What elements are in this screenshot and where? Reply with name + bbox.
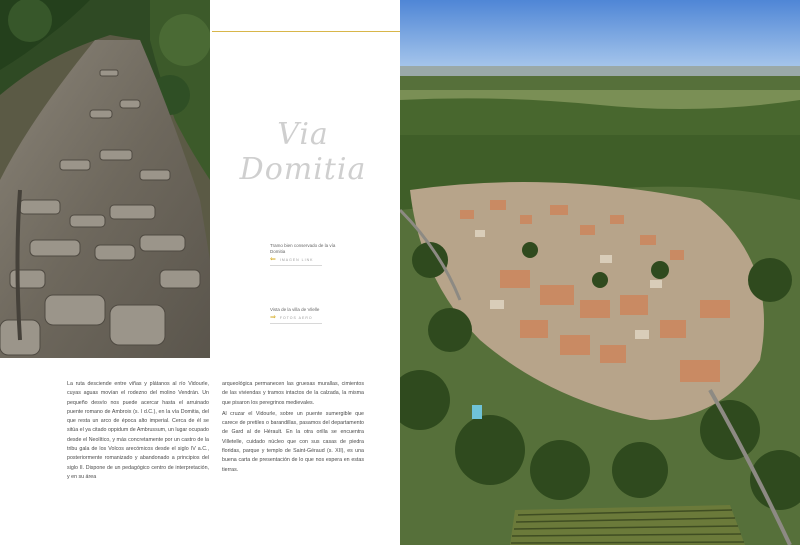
- paragraph: Al cruzar el Vidourle, sobre un puente sumergible que carece de pretiles o barandillas, pasamos del departamento de Gard al de Hérault. En la otra orilla se encuentra Villetelle, cuidado núcleo que con sus casas de piedra floridas, parque y templo de Saint-Géraud (s. XII), es una buena carta de presentación de lo que nos espera en estas tierras.: [222, 410, 364, 473]
- caption-text: Vista de la villa de Vilelle: [270, 307, 320, 312]
- caption-rule: [270, 323, 322, 324]
- accent-rule: [212, 31, 400, 32]
- page-title: [228, 118, 378, 188]
- arrow-left-icon: ⇐: [270, 256, 276, 263]
- caption-aerial: [270, 307, 350, 324]
- title-line-2: Domitia: [239, 152, 367, 187]
- paragraph: La ruta desciende entre viñas y plátanos al río Vidourle, cuyas aguas movían el rodezno del molino Vendrán. Un pequeño desvío nos puede acercar hasta el arruinado puente romano de Ambroix (s. I d.C.), en la vía Domitia, del que resta un arco de época alto imperial. Cerca de él se sitúa el ya citado oppidum de Ambrussum, un lugar ocupado desde el Neolítico, y más concretamente por un castro de la tribu gala de los Volcos arecómicos desde el siglo IV a.C., posteriormente romanizado y abandonado a principios del siglo II. Dispone de un pedagógico centro de interpretación, y en su área: [67, 381, 209, 480]
- roman-road-photo: [0, 0, 210, 358]
- photo-credit: FOTOS AERO: [279, 316, 313, 320]
- caption-road: [270, 243, 350, 266]
- aerial-village-photo: [400, 0, 800, 545]
- photo-credit: IMAGEN LINK: [279, 258, 314, 262]
- body-column-left: [67, 380, 209, 484]
- arrow-right-icon: ⇒: [270, 314, 276, 321]
- body-column-right: [222, 380, 364, 477]
- paragraph: arqueológica permanecen las gruesas murallas, cimientos de las viviendas y tramos intactos de la calzada, la misma que pisaron los peregrinos medievales.: [222, 381, 364, 406]
- caption-text: Tramo bien conservado de la vía Domitia: [270, 243, 336, 254]
- caption-rule: [270, 265, 322, 266]
- title-line-1: Via: [277, 117, 329, 152]
